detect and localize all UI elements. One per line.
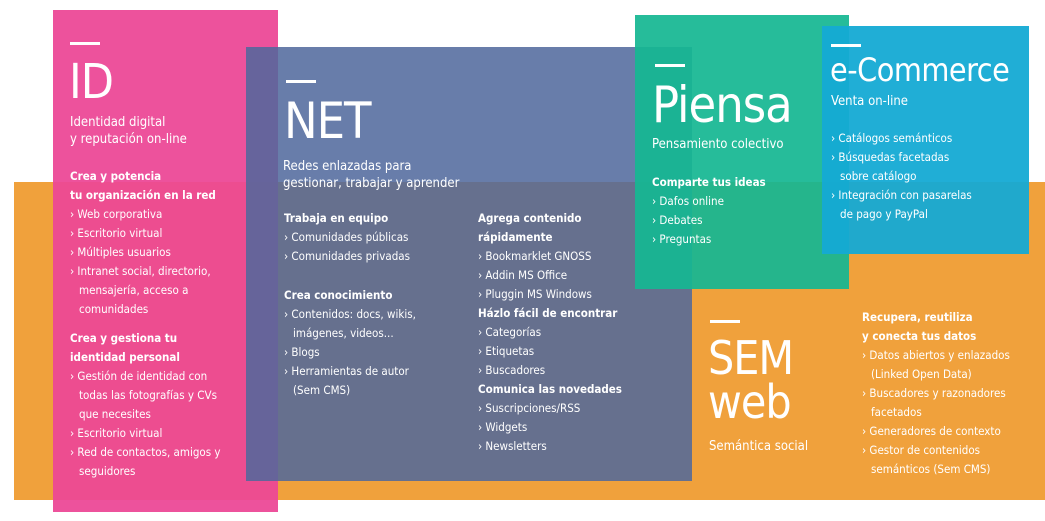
feature-item: › Escritorio virtual [70, 426, 163, 440]
feature-item: (Sem CMS) [293, 383, 351, 397]
ecommerce-features [831, 129, 972, 224]
piensa-features [652, 173, 766, 249]
ecommerce-title-bar [831, 44, 861, 47]
id-title-bar [70, 42, 100, 45]
feature-item: › Gestor de contenidos [862, 443, 981, 457]
feature-heading: Agrega contenido [478, 211, 582, 225]
id-subtitle [70, 114, 187, 148]
feature-item: › Suscripciones/RSS [478, 401, 581, 415]
feature-item: › Comunidades privadas [284, 249, 411, 263]
feature-item: › Red de contactos, amigos y [70, 445, 221, 459]
feature-heading: rápidamente [478, 230, 553, 244]
net-title-bar [286, 80, 316, 83]
semweb-title-line: SEM [708, 331, 794, 385]
feature-heading: tu organización en la red [70, 188, 216, 202]
feature-heading: identidad personal [70, 350, 180, 364]
spacer [284, 266, 416, 276]
spacer [70, 319, 221, 329]
semweb-features [862, 308, 1010, 479]
net-subtitle [283, 158, 459, 192]
feature-heading: y conecta tus datos [862, 329, 977, 343]
feature-item: › Bookmarklet GNOSS [478, 249, 592, 263]
id-subtitle-line: y reputación on-line [70, 132, 187, 147]
feature-item: › Múltiples usuarios [70, 245, 171, 259]
feature-item: › Comunidades públicas [284, 230, 409, 244]
feature-heading: Trabaja en equipo [284, 211, 389, 225]
ecommerce-title: e-Commerce [830, 51, 1010, 89]
feature-item: › Widgets [478, 420, 528, 434]
net-title: NET [284, 92, 371, 150]
feature-item: › Buscadores y razonadores [862, 386, 1006, 400]
feature-heading: Házlo fácil de encontrar [478, 306, 618, 320]
feature-heading: Crea conocimiento [284, 288, 393, 302]
feature-item: › Buscadores [478, 363, 546, 377]
feature-item: › Escritorio virtual [70, 226, 163, 240]
feature-heading: Crea y gestiona tu [70, 331, 178, 345]
feature-item: › Generadores de contexto [862, 424, 1001, 438]
feature-item: facetados [871, 405, 922, 419]
feature-item: › Integración con pasarelas [831, 188, 972, 202]
semweb-title-bar [710, 320, 740, 323]
feature-item: › Addin MS Office [478, 268, 568, 282]
feature-item: › Newsletters [478, 439, 547, 453]
semweb-title [708, 331, 794, 429]
piensa-title-bar [655, 64, 685, 67]
feature-item: seguidores [79, 464, 136, 478]
feature-item: sobre catálogo [840, 169, 917, 183]
feature-item: › Intranet social, directorio, [70, 264, 211, 278]
feature-item: › Gestión de identidad con [70, 369, 208, 383]
id-subtitle-line: Identidad digital [70, 115, 166, 130]
feature-heading: Recupera, reutiliza [862, 310, 973, 324]
semweb-subtitle-line: Semántica social [709, 439, 809, 454]
feature-item: que necesites [79, 407, 151, 421]
feature-item: › Dafos online [652, 194, 724, 208]
net-features-col2 [478, 209, 622, 456]
ecommerce-subtitle-line: Venta on-line [831, 94, 908, 109]
feature-item: › Datos abiertos y enlazados [862, 348, 1010, 362]
feature-item: › Contenidos: docs, wikis, [284, 307, 416, 321]
semweb-title-line: web [708, 375, 791, 429]
net-features-col1 [284, 209, 416, 400]
net-subtitle-line: gestionar, trabajar y aprender [283, 176, 460, 191]
feature-heading: Comunica las novedades [478, 382, 622, 396]
feature-item: › Etiquetas [478, 344, 535, 358]
ecommerce-subtitle [831, 93, 908, 110]
feature-item: semánticos (Sem CMS) [871, 462, 991, 476]
feature-item: mensajería, acceso a [79, 283, 189, 297]
id-title: ID [69, 54, 113, 110]
feature-item: comunidades [79, 302, 149, 316]
feature-heading: Crea y potencia [70, 169, 162, 183]
piensa-subtitle-line: Pensamiento colectivo [652, 137, 784, 152]
piensa-title: Piensa [652, 76, 792, 134]
feature-item: › Catálogos semánticos [831, 131, 953, 145]
feature-item: › Categorías [478, 325, 542, 339]
feature-item: todas las fotografías y CVs [79, 388, 217, 402]
feature-item: › Debates [652, 213, 703, 227]
feature-item: (Linked Open Data) [871, 367, 972, 381]
feature-item: › Pluggin MS Windows [478, 287, 592, 301]
net-subtitle-line: Redes enlazadas para [283, 159, 412, 174]
feature-item: › Búsquedas facetadas [831, 150, 950, 164]
feature-item: › Herramientas de autor [284, 364, 409, 378]
feature-item: › Blogs [284, 345, 320, 359]
feature-item: imágenes, videos... [293, 326, 394, 340]
feature-heading: Comparte tus ideas [652, 175, 766, 189]
semweb-subtitle [709, 438, 808, 455]
spacer [284, 276, 416, 286]
id-features [70, 167, 221, 481]
feature-item: › Preguntas [652, 232, 712, 246]
feature-item: › Web corporativa [70, 207, 163, 221]
feature-item: de pago y PayPal [840, 207, 928, 221]
piensa-subtitle [652, 136, 784, 153]
